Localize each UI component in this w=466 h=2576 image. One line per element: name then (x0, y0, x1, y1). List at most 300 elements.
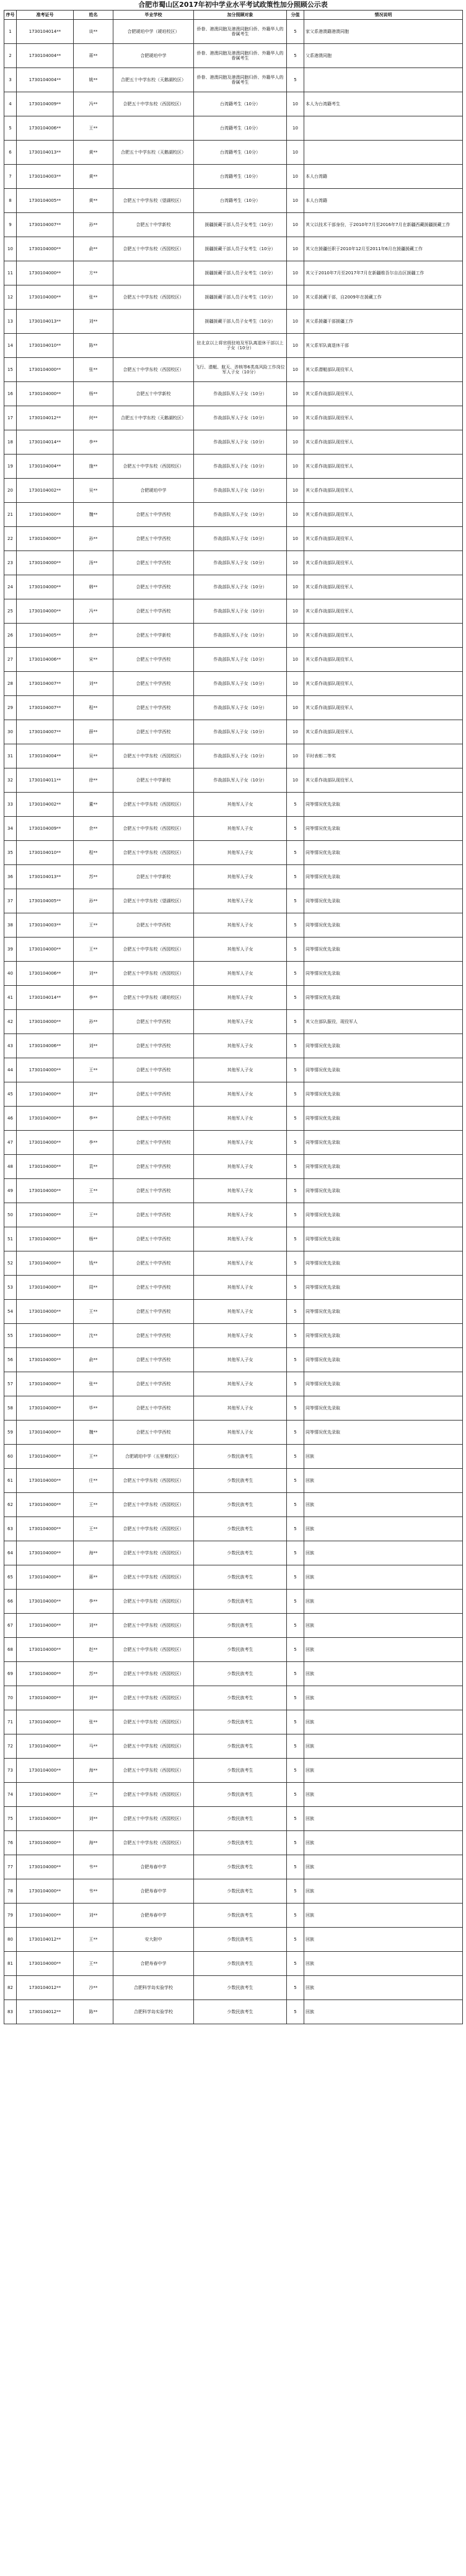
cell-name: 刘** (74, 1686, 113, 1710)
cell-exam-no: 1730104000** (17, 1807, 74, 1831)
cell-category: 作战部队军人子女（10分） (194, 527, 287, 551)
cell-exam-no: 1730104004** (17, 68, 74, 92)
cell-points: 5 (287, 1590, 304, 1614)
cell-name: 杨** (74, 1227, 113, 1251)
cell-points: 10 (287, 92, 304, 116)
cell-name: 杨** (74, 382, 113, 406)
cell-exam-no: 1730104000** (17, 938, 74, 962)
cell-exam-no: 1730104010** (17, 334, 74, 358)
cell-note: 本人台湾籍 (304, 189, 463, 213)
cell-category: 少数民族考生 (194, 1686, 287, 1710)
table-row (4, 310, 463, 334)
cell-seq: 54 (4, 1300, 17, 1324)
cell-seq: 2 (4, 44, 17, 68)
cell-name: 蒋** (74, 1565, 113, 1590)
cell-school: 合肥五十中学西校 (113, 1131, 194, 1155)
cell-category: 作战部队军人子女（10分） (194, 479, 287, 503)
cell-seq: 3 (4, 68, 17, 92)
cell-school: 合肥五十中学东校（西园校区） (113, 1493, 194, 1517)
cell-school: 合肥五十中学西校 (113, 1276, 194, 1300)
cell-category: 少数民族考生 (194, 1662, 287, 1686)
cell-school: 合肥五十中学西校 (113, 1034, 194, 1058)
cell-seq: 53 (4, 1276, 17, 1300)
cell-name: 俞** (74, 237, 113, 261)
cell-category: 作战部队军人子女（10分） (194, 406, 287, 430)
cell-points: 5 (287, 1734, 304, 1759)
table-row (4, 1396, 463, 1421)
cell-note: 同等情况优先录取 (304, 1082, 463, 1107)
cell-points: 10 (287, 285, 304, 310)
cell-category: 援疆援藏干部人员子女考生（10分） (194, 261, 287, 285)
cell-seq: 69 (4, 1662, 17, 1686)
header-seq: 序号 (4, 11, 17, 20)
cell-category: 少数民族考生 (194, 1904, 287, 1928)
cell-name: 李** (74, 430, 113, 455)
cell-school: 合肥五十中学新校 (113, 768, 194, 793)
cell-school: 合肥五十中学西校 (113, 1251, 194, 1276)
cell-name: 韩** (74, 575, 113, 599)
cell-note: 回族 (304, 1469, 463, 1493)
cell-category: 作战部队军人子女（10分） (194, 720, 287, 744)
cell-points: 5 (287, 1445, 304, 1469)
cell-school: 合肥五十中学新校 (113, 865, 194, 889)
cell-name: 张** (74, 1372, 113, 1396)
cell-seq: 4 (4, 92, 17, 116)
cell-exam-no: 1730104003** (17, 913, 74, 938)
cell-points: 5 (287, 986, 304, 1010)
cell-school: 合肥五十中学东校（西园校区） (113, 285, 194, 310)
cell-name: 王** (74, 1952, 113, 1976)
cell-category: 其他军人子女 (194, 865, 287, 889)
cell-seq: 49 (4, 1179, 17, 1203)
cell-category: 少数民族考生 (194, 1734, 287, 1759)
cell-exam-no: 1730104000** (17, 599, 74, 624)
cell-seq: 8 (4, 189, 17, 213)
table-body (4, 20, 463, 2024)
cell-exam-no: 1730104000** (17, 1469, 74, 1493)
table-header-row (4, 11, 463, 20)
cell-name: 刘** (74, 1034, 113, 1058)
cell-exam-no: 1730104000** (17, 575, 74, 599)
cell-name: 马** (74, 1734, 113, 1759)
cell-category: 援疆援藏干部人员子女考生（10分） (194, 285, 287, 310)
cell-name: 孙** (74, 213, 113, 237)
table-row (4, 1879, 463, 1904)
table-row (4, 116, 463, 141)
table-row (4, 213, 463, 237)
cell-points: 10 (287, 382, 304, 406)
cell-name: 王** (74, 1517, 113, 1541)
table-row (4, 20, 463, 44)
cell-seq: 57 (4, 1372, 17, 1396)
cell-exam-no: 1730104000** (17, 1348, 74, 1372)
cell-note: 其父系作战部队现役军人 (304, 720, 463, 744)
cell-note: 回族 (304, 1517, 463, 1541)
cell-note: 回族 (304, 1638, 463, 1662)
cell-seq: 18 (4, 430, 17, 455)
cell-points: 5 (287, 1203, 304, 1227)
cell-note: 回族 (304, 1879, 463, 1904)
cell-seq: 37 (4, 889, 17, 913)
cell-exam-no: 1730104007** (17, 720, 74, 744)
table-row (4, 2000, 463, 2024)
cell-category: 作战部队军人子女（10分） (194, 599, 287, 624)
cell-name: 吴** (74, 479, 113, 503)
cell-exam-no: 1730104000** (17, 1565, 74, 1590)
cell-name: 王** (74, 1928, 113, 1952)
cell-note: 其父系援疆干部援疆工作 (304, 310, 463, 334)
cell-category: 少数民族考生 (194, 1759, 287, 1783)
cell-name: 董** (74, 793, 113, 817)
cell-exam-no: 1730104000** (17, 1372, 74, 1396)
cell-category: 其他军人子女 (194, 1131, 287, 1155)
cell-school: 合肥五十中学东校（西园校区） (113, 793, 194, 817)
cell-exam-no: 1730104000** (17, 382, 74, 406)
cell-seq: 20 (4, 479, 17, 503)
cell-category: 台湾籍考生（10分） (194, 116, 287, 141)
cell-category: 作战部队军人子女（10分） (194, 672, 287, 696)
cell-exam-no: 1730104005** (17, 189, 74, 213)
cell-school: 合肥五十中学西校 (113, 1155, 194, 1179)
cell-category: 侨眷、港澳同胞及港澳同胞归侨、外籍华人的眷属考生 (194, 68, 287, 92)
cell-school: 合肥五十中学东校（西园校区） (113, 1638, 194, 1662)
cell-school: 合肥五十中学东校（西园校区） (113, 92, 194, 116)
cell-school: 合肥五十中学东校（西园校区） (113, 962, 194, 986)
cell-points: 5 (287, 1879, 304, 1904)
cell-exam-no: 1730104004** (17, 744, 74, 768)
cell-note: 其父系作战部队现役军人 (304, 575, 463, 599)
cell-points: 5 (287, 1131, 304, 1155)
cell-name: 苏** (74, 1662, 113, 1686)
cell-seq: 12 (4, 285, 17, 310)
cell-name: 韦** (74, 1879, 113, 1904)
cell-points: 5 (287, 1107, 304, 1131)
cell-note: 回族 (304, 1445, 463, 1469)
cell-school: 合肥五十中学东校（西园校区） (113, 1759, 194, 1783)
cell-school (113, 310, 194, 334)
cell-exam-no: 1730104000** (17, 1082, 74, 1107)
cell-category: 作战部队军人子女（10分） (194, 455, 287, 479)
cell-category: 作战部队军人子女（10分） (194, 744, 287, 768)
table-row (4, 1276, 463, 1300)
cell-points: 10 (287, 334, 304, 358)
cell-points: 10 (287, 768, 304, 793)
cell-exam-no: 1730104000** (17, 1662, 74, 1686)
cell-points: 5 (287, 793, 304, 817)
cell-note: 同等情况优先录取 (304, 1372, 463, 1396)
cell-category: 其他军人子女 (194, 913, 287, 938)
cell-category: 其他军人子女 (194, 1107, 287, 1131)
cell-note: 同等情况优先录取 (304, 1203, 463, 1227)
cell-note: 同等情况优先录取 (304, 962, 463, 986)
cell-category: 作战部队军人子女（10分） (194, 382, 287, 406)
cell-name: 韦** (74, 1855, 113, 1879)
cell-points: 10 (287, 744, 304, 768)
cell-category: 其他军人子女 (194, 1372, 287, 1396)
table-row (4, 1131, 463, 1155)
cell-note: 回族 (304, 1493, 463, 1517)
cell-category: 侨眷、港澳同胞及港澳同胞归侨、外籍华人的眷属考生 (194, 44, 287, 68)
cell-note: 本人台湾籍 (304, 165, 463, 189)
cell-seq: 81 (4, 1952, 17, 1976)
table-row (4, 913, 463, 938)
header-note: 情况说明 (304, 11, 463, 20)
cell-school: 合肥五十中学西校 (113, 696, 194, 720)
cell-category: 作战部队军人子女（10分） (194, 624, 287, 648)
cell-school: 合肥五十中学东校（西园校区） (113, 1541, 194, 1565)
table-row (4, 1324, 463, 1348)
table-row (4, 1855, 463, 1879)
cell-note: 回族 (304, 1590, 463, 1614)
cell-points: 5 (287, 913, 304, 938)
cell-school: 合肥五十中学东校（西园校区） (113, 1662, 194, 1686)
cell-category: 少数民族考生 (194, 1638, 287, 1662)
cell-exam-no: 1730104000** (17, 358, 74, 382)
cell-category: 其他军人子女 (194, 962, 287, 986)
roster-table (4, 10, 463, 2024)
cell-exam-no: 1730104000** (17, 1445, 74, 1469)
cell-note: 同等情况优先录取 (304, 986, 463, 1010)
cell-note: 同等情况优先录取 (304, 1155, 463, 1179)
cell-school: 合肥五十中学东校（西园校区） (113, 1807, 194, 1831)
table-row (4, 1734, 463, 1759)
cell-category: 作战部队军人子女（10分） (194, 551, 287, 575)
cell-note: 其父系作战部队现役军人 (304, 624, 463, 648)
cell-name: 钱** (74, 1251, 113, 1276)
cell-points: 5 (287, 1372, 304, 1396)
cell-exam-no: 1730104000** (17, 1517, 74, 1541)
cell-exam-no: 1730104000** (17, 1058, 74, 1082)
cell-exam-no: 1730104000** (17, 1952, 74, 1976)
cell-exam-no: 1730104000** (17, 1493, 74, 1517)
cell-exam-no: 1730104000** (17, 1227, 74, 1251)
table-row (4, 479, 463, 503)
cell-seq: 76 (4, 1831, 17, 1855)
cell-note: 其父系作战部队现役军人 (304, 430, 463, 455)
cell-exam-no: 1730104000** (17, 1324, 74, 1348)
cell-points: 10 (287, 599, 304, 624)
cell-exam-no: 1730104014** (17, 20, 74, 44)
cell-school: 合肥五十中学东校（西园校区） (113, 237, 194, 261)
cell-name: 王** (74, 1300, 113, 1324)
cell-note: 同等情况优先录取 (304, 841, 463, 865)
cell-name: 黄** (74, 165, 113, 189)
cell-note: 其父系作战部队现役军人 (304, 696, 463, 720)
cell-category: 驻北京以上将官级驻地及军队离退休干部以上子女（10分） (194, 334, 287, 358)
cell-school: 合肥五十中学西校 (113, 1058, 194, 1082)
cell-points: 5 (287, 1300, 304, 1324)
cell-exam-no: 1730104000** (17, 1421, 74, 1445)
cell-name: 蒋** (74, 44, 113, 68)
cell-exam-no: 1730104006** (17, 116, 74, 141)
cell-exam-no: 1730104000** (17, 1590, 74, 1614)
cell-note: 其父系作战部队现役军人 (304, 551, 463, 575)
cell-points: 5 (287, 1541, 304, 1565)
cell-school: 合肥五十中学西校 (113, 1107, 194, 1131)
header-points: 分值 (287, 11, 304, 20)
cell-seq: 36 (4, 865, 17, 889)
table-row (4, 285, 463, 310)
cell-name: 余** (74, 817, 113, 841)
cell-category: 少数民族考生 (194, 1952, 287, 1976)
cell-name: 王** (74, 1445, 113, 1469)
cell-note: 回族 (304, 1614, 463, 1638)
cell-seq: 11 (4, 261, 17, 285)
cell-category: 其他军人子女 (194, 1082, 287, 1107)
cell-seq: 77 (4, 1855, 17, 1879)
cell-note: 同等情况优先录取 (304, 1034, 463, 1058)
cell-name: 刘** (74, 1614, 113, 1638)
cell-exam-no: 1730104000** (17, 1300, 74, 1324)
cell-seq: 42 (4, 1010, 17, 1034)
cell-school: 合肥五十中学东校（西园校区） (113, 1590, 194, 1614)
cell-seq: 60 (4, 1445, 17, 1469)
table-row (4, 1976, 463, 2000)
cell-name: 刘** (74, 1807, 113, 1831)
cell-category: 少数民族考生 (194, 1541, 287, 1565)
cell-seq: 34 (4, 817, 17, 841)
cell-note: 家父系港澳籍港澳同胞 (304, 20, 463, 44)
cell-points: 5 (287, 1276, 304, 1300)
cell-seq: 31 (4, 744, 17, 768)
cell-name: 王** (74, 1783, 113, 1807)
cell-seq: 10 (4, 237, 17, 261)
cell-note: 回族 (304, 1976, 463, 2000)
table-row (4, 334, 463, 358)
table-row (4, 1710, 463, 1734)
cell-name: 刘** (74, 1904, 113, 1928)
cell-name: 俞** (74, 1348, 113, 1372)
table-row (4, 358, 463, 382)
cell-school (113, 116, 194, 141)
cell-school: 合肥五十中学新校 (113, 213, 194, 237)
cell-seq: 40 (4, 962, 17, 986)
table-row (4, 1058, 463, 1082)
cell-seq: 25 (4, 599, 17, 624)
cell-category: 援疆援藏干部人员子女考生（10分） (194, 213, 287, 237)
cell-points: 5 (287, 1710, 304, 1734)
cell-seq: 50 (4, 1203, 17, 1227)
cell-note: 同等情况优先录取 (304, 889, 463, 913)
cell-seq: 1 (4, 20, 17, 44)
cell-points: 5 (287, 1082, 304, 1107)
cell-seq: 24 (4, 575, 17, 599)
cell-category: 台湾籍考生（10分） (194, 189, 287, 213)
cell-exam-no: 1730104006** (17, 962, 74, 986)
cell-points: 5 (287, 841, 304, 865)
cell-school: 合肥科学岛实验学校 (113, 1976, 194, 2000)
cell-seq: 82 (4, 1976, 17, 2000)
cell-name: 海** (74, 1759, 113, 1783)
cell-seq: 79 (4, 1904, 17, 1928)
cell-exam-no: 1730104000** (17, 1686, 74, 1710)
cell-category: 少数民族考生 (194, 1807, 287, 1831)
cell-exam-no: 1730104000** (17, 1155, 74, 1179)
cell-seq: 66 (4, 1590, 17, 1614)
cell-name: 汤** (74, 551, 113, 575)
table-row (4, 1155, 463, 1179)
cell-exam-no: 1730104000** (17, 1614, 74, 1638)
cell-school: 合肥琥珀中学（琥珀校区） (113, 20, 194, 44)
cell-exam-no: 1730104006** (17, 648, 74, 672)
table-row (4, 1010, 463, 1034)
table-row (4, 599, 463, 624)
cell-name: 王** (74, 913, 113, 938)
table-row (4, 768, 463, 793)
cell-school: 合肥五十中学西校 (113, 1010, 194, 1034)
cell-name: 薛** (74, 720, 113, 744)
cell-category: 少数民族考生 (194, 1493, 287, 1517)
cell-school: 合肥五十中学西校 (113, 1300, 194, 1324)
cell-points: 5 (287, 1010, 304, 1034)
cell-exam-no: 1730104000** (17, 1831, 74, 1855)
cell-points: 5 (287, 1251, 304, 1276)
cell-points: 5 (287, 1155, 304, 1179)
cell-points: 10 (287, 141, 304, 165)
cell-exam-no: 1730104011** (17, 768, 74, 793)
table-row (4, 1928, 463, 1952)
cell-exam-no: 1730104007** (17, 672, 74, 696)
cell-seq: 7 (4, 165, 17, 189)
cell-points: 10 (287, 237, 304, 261)
cell-exam-no: 1730104000** (17, 1010, 74, 1034)
cell-name: 李** (74, 1107, 113, 1131)
cell-name: 王** (74, 1493, 113, 1517)
cell-name: 姚** (74, 68, 113, 92)
cell-points: 5 (287, 817, 304, 841)
table-row (4, 1421, 463, 1445)
cell-name: 冯** (74, 599, 113, 624)
cell-seq: 55 (4, 1324, 17, 1348)
cell-name: 谈** (74, 20, 113, 44)
cell-exam-no: 1730104013** (17, 310, 74, 334)
table-row (4, 1493, 463, 1517)
cell-school: 合肥五十中学西校 (113, 551, 194, 575)
cell-school: 合肥五十中学东校（西园校区） (113, 938, 194, 962)
cell-seq: 5 (4, 116, 17, 141)
table-row (4, 817, 463, 841)
cell-school: 合肥寿春中学 (113, 1952, 194, 1976)
table-row (4, 1614, 463, 1638)
cell-points: 5 (287, 1662, 304, 1686)
cell-note: 父系港澳同胞 (304, 44, 463, 68)
cell-school: 合肥五十中学西校 (113, 1348, 194, 1372)
cell-exam-no: 1730104000** (17, 1107, 74, 1131)
cell-points: 5 (287, 1179, 304, 1203)
cell-exam-no: 1730104000** (17, 237, 74, 261)
cell-school: 合肥琥珀中学 (113, 479, 194, 503)
cell-note: 同等情况优先录取 (304, 1300, 463, 1324)
cell-seq: 28 (4, 672, 17, 696)
cell-category: 其他军人子女 (194, 1300, 287, 1324)
cell-school: 合肥五十中学东校（西园校区） (113, 744, 194, 768)
table-row (4, 165, 463, 189)
cell-note: 回族 (304, 1952, 463, 1976)
cell-seq: 80 (4, 1928, 17, 1952)
cell-category: 作战部队军人子女（10分） (194, 768, 287, 793)
cell-exam-no: 1730104005** (17, 624, 74, 648)
cell-note: 同等情况优先录取 (304, 1058, 463, 1082)
cell-points: 5 (287, 1034, 304, 1058)
cell-points: 5 (287, 1348, 304, 1372)
cell-name: 宋** (74, 648, 113, 672)
table-row (4, 841, 463, 865)
cell-note: 平时表彰二等奖 (304, 744, 463, 768)
cell-note: 其父以技术干部身份，于2010年7月至2016年7月在新疆西藏援疆援藏工作 (304, 213, 463, 237)
cell-note: 其父系作战部队现役军人 (304, 768, 463, 793)
cell-school: 合肥五十中学东校（西园校区） (113, 455, 194, 479)
cell-school: 合肥五十中学新校 (113, 382, 194, 406)
